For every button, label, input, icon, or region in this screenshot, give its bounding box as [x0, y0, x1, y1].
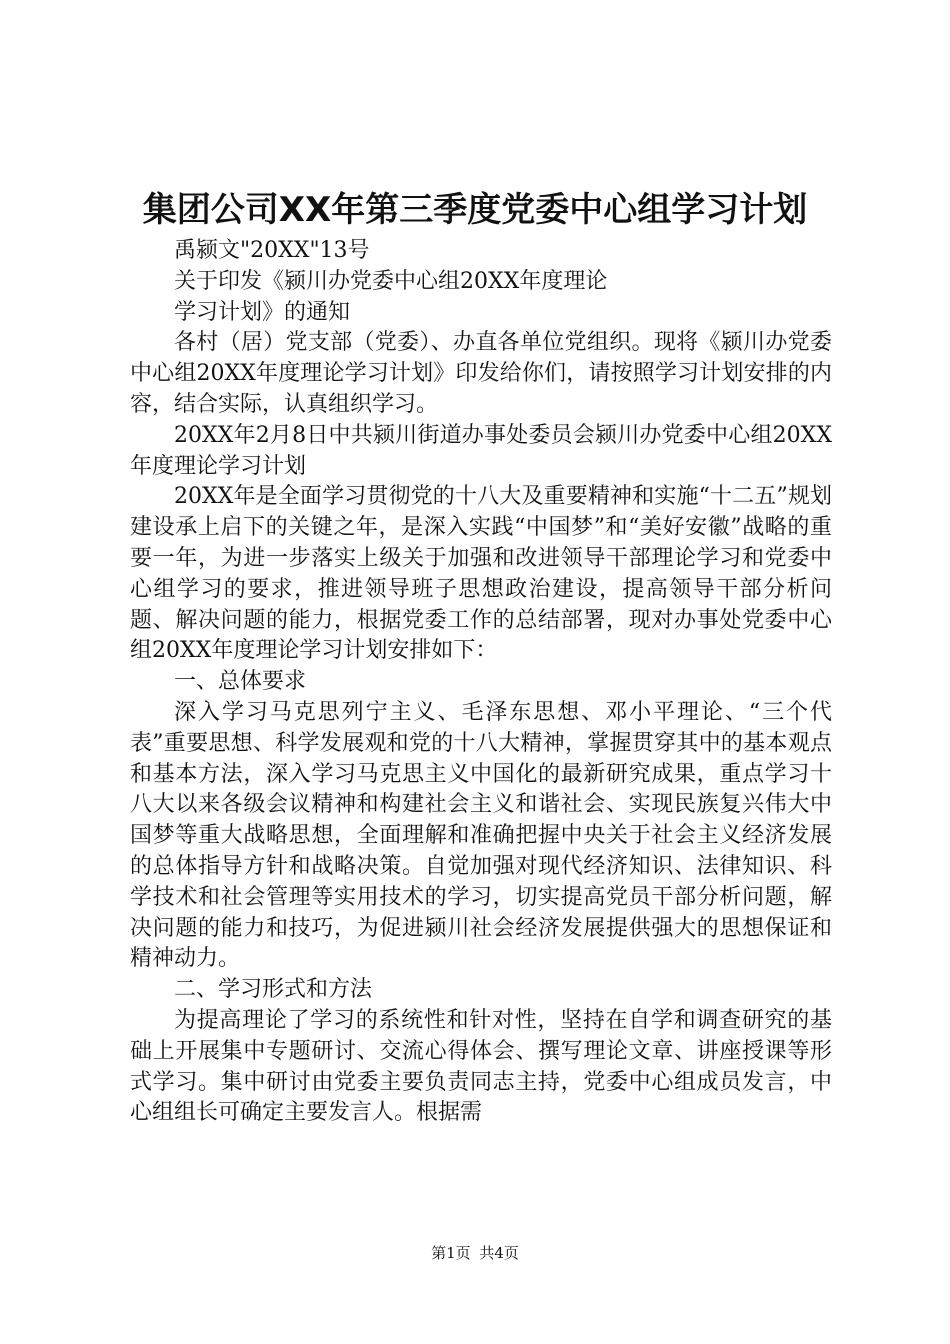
page-total: 共4页 [479, 1244, 519, 1262]
notice-title-line-1: 关于印发《颍川办党委中心组20XX年度理论 [174, 268, 608, 294]
section-heading-study-methods: 二、学习形式和方法 [174, 977, 373, 1003]
notice-title-line-2: 学习计划》的通知 [174, 299, 351, 325]
document-number: 禹颍文"20XX"13号 [174, 238, 370, 263]
page-footer [0, 1243, 950, 1263]
paragraph-study-methods: 为提高理论了学习的系统性和针对性，坚持在自学和调查研究的基础上开展集中专题研讨、交流心得体会、撰写理论文章、讲座授课等形式学习。集中研讨由党委主要负责同志主持，党委中心组成员发言，中心组组长可确定主要发言人。根据需 [130, 1007, 832, 1126]
page-number: 第1页 [431, 1244, 471, 1262]
paragraph-background: 20XX年是全面学习贯彻党的十八大及重要精神和实施“十二五”规划建设承上启下的关键之年，是深入实践“中国梦”和“美好安徽”战略的重要一年，为进一步落实上级关于加强和改进领导干部理论学习和党委中心组学习的要求，推进领导班子思想政治建设，提高领导干部分析问题、解决问题的能力，根据党委工作的总结部署，现对办事处党委中心组20XX年度理论学习计划安排如下： [130, 484, 832, 664]
section-heading-general-requirements: 一、总体要求 [174, 669, 307, 695]
paragraph-general-requirements: 深入学习马克思列宁主义、毛泽东思想、邓小平理论、“三个代表”重要思想、科学发展观和党的十八大精神，掌握贯穿其中的基本观点和基本方法，深入学习马克思主义中国化的最新研究成果，重点学习十八大以来各级会议精神和构建社会主义和谐社会、实现民族复兴伟大中国梦等重大战略思想，全面理解和准确把握中央关于社会主义经济发展的总体指导方针和战略决策。自觉加强对现代经济知识、法律知识、科学技术和社会管理等实用技术的学习，切实提高党员干部分析问题，解决问题的能力和技巧，为促进颍川社会经济发展提供强大的思想保证和精神动力。 [130, 699, 832, 972]
paragraph-date-issuer: 20XX年2月8日中共颍川街道办事处委员会颍川办党委中心组20XX年度理论学习计划 [130, 422, 832, 479]
document-title: 集团公司XX年第三季度党委中心组学习计划 [142, 190, 808, 230]
document-body [130, 236, 832, 1129]
paragraph-addressees: 各村（居）党支部（党委）、办直各单位党组织。现将《颍川办党委中心组20XX年度理论学习计划》印发给你们，请按照学习计划安排的内容，结合实际，认真组织学习。 [130, 330, 832, 417]
